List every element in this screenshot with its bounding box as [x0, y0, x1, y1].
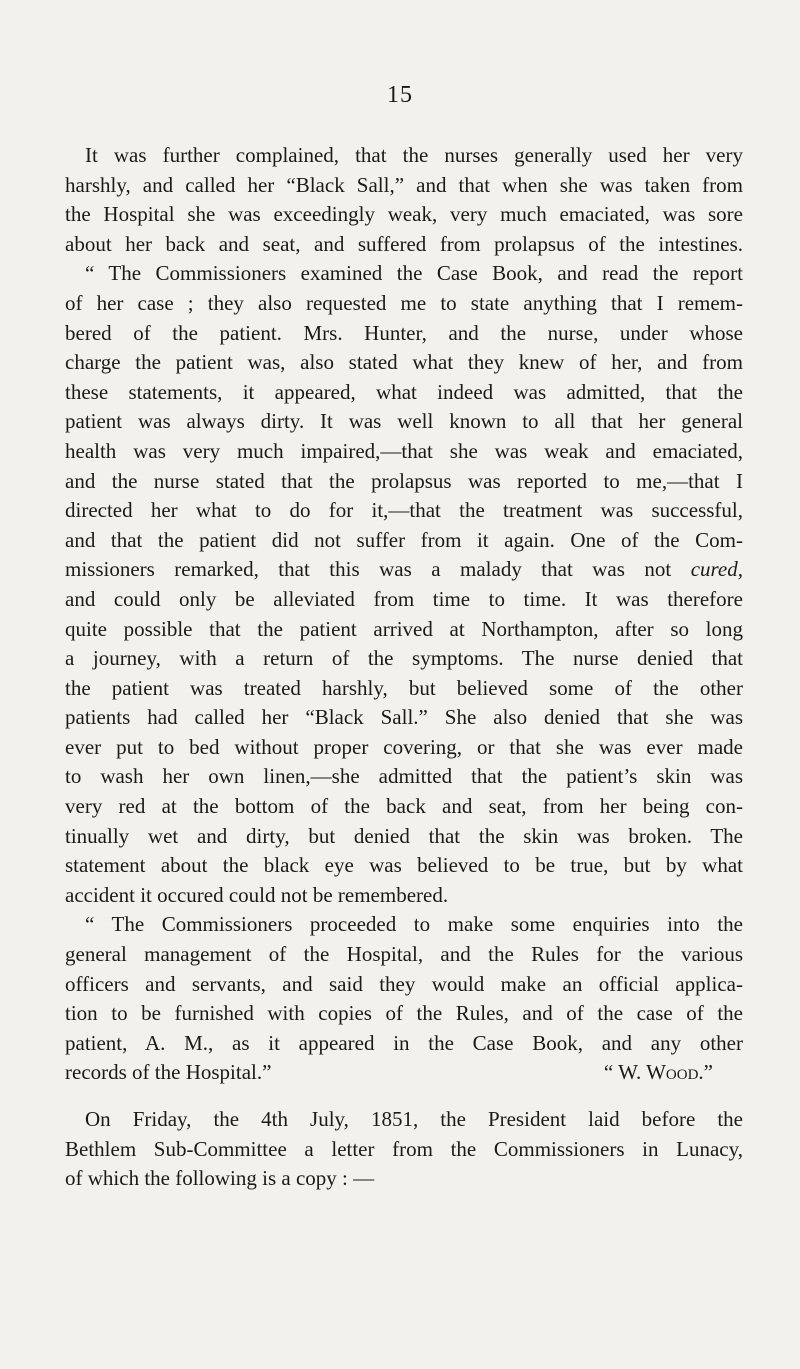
text-line: about her back and seat, and suffered from prolapsus of the intestines.: [65, 231, 743, 256]
text-line: the Hospital she was exceedingly weak, very much emaciated, was sore: [65, 202, 743, 227]
text-line: bered of the patient. Mrs. Hunter, and the nurse, under whose: [65, 320, 743, 345]
text-line: officers and servants, and said they would make an official applica-: [65, 971, 743, 996]
paragraph-enquiries: [65, 910, 743, 1088]
text-line: health was very much impaired,—that she was weak and emaciated,: [65, 438, 743, 463]
emphasized-word: cured,: [690, 557, 743, 582]
text-line: patient was always dirty. It was well known to all that her general: [65, 409, 743, 434]
text-line: harshly, and called her “Black Sall,” and that when she was taken from: [65, 172, 743, 197]
text-line: general management of the Hospital, and the Rules for the various: [65, 942, 743, 967]
text-line: and that the patient did not suffer from it again. One of the Com-: [65, 527, 743, 552]
paragraph-complaint: [65, 141, 743, 259]
text-line-with-emphasis: [65, 555, 743, 585]
text-line: tion to be furnished with copies of the Rules, and of the case of the: [65, 1001, 743, 1026]
paragraph-case-book: [65, 259, 743, 910]
body-text: [65, 141, 743, 1194]
text-line: to wash her own linen,—she admitted that the patient’s skin was: [65, 764, 743, 789]
text-line: of her case ; they also requested me to state anything that I remem-: [65, 290, 743, 315]
text-line: the patient was treated harshly, but believed some of the other: [65, 675, 743, 700]
text-line: tinually wet and dirty, but denied that the skin was broken. The: [65, 823, 743, 848]
text-line: On Friday, the 4th July, 1851, the President laid before the: [85, 1107, 743, 1131]
text-line: “ The Commissioners examined the Case Book, and read the report: [85, 261, 743, 286]
text-line: statement about the black eye was believed to be true, but by what: [65, 853, 743, 878]
text-segment: missioners remarked, that this was a malady that was not: [65, 557, 691, 582]
text-line: and the nurse stated that the prolapsus was reported to me,—that I: [65, 468, 743, 493]
text-line: of which the following is a copy : —: [65, 1166, 375, 1191]
text-line: very red at the bottom of the back and seat, from her being con-: [65, 794, 743, 819]
text-line: charge the patient was, also stated what they knew of her, and from: [65, 350, 743, 375]
text-line: “ The Commissioners proceeded to make some enquiries into the: [85, 912, 743, 937]
signature: “ W. Wood.”: [603, 1060, 713, 1085]
text-line: patient, A. M., as it appeared in the Case Book, and any other: [65, 1030, 743, 1055]
text-line: ever put to bed without proper covering, or that she was ever made: [65, 734, 743, 759]
text-line: patients had called her “Black Sall.” She also denied that she was: [65, 705, 743, 730]
text-line: these statements, it appeared, what indeed was admitted, that the: [65, 379, 743, 404]
text-line: accident it occured could not be remembered.: [65, 882, 449, 907]
paragraph-spacer: [65, 1088, 743, 1105]
text-line: It was further complained, that the nurses generally used her very: [85, 143, 743, 167]
text-line: a journey, with a return of the symptoms. The nurse denied that: [65, 646, 743, 671]
paragraph-sub-committee: [65, 1105, 743, 1194]
text-line: quite possible that the patient arrived at Northampton, after so long: [65, 616, 743, 641]
text-line: and could only be alleviated from time to time. It was therefore: [65, 586, 743, 611]
closing-text: records of the Hospital.”: [65, 1060, 272, 1085]
text-line: Bethlem Sub-Committee a letter from the Commissioners in Lunacy,: [65, 1136, 743, 1161]
text-line: directed her what to do for it,—that the treatment was successful,: [65, 498, 743, 523]
page-number: 15: [387, 82, 413, 108]
closing-line: [65, 1058, 743, 1088]
